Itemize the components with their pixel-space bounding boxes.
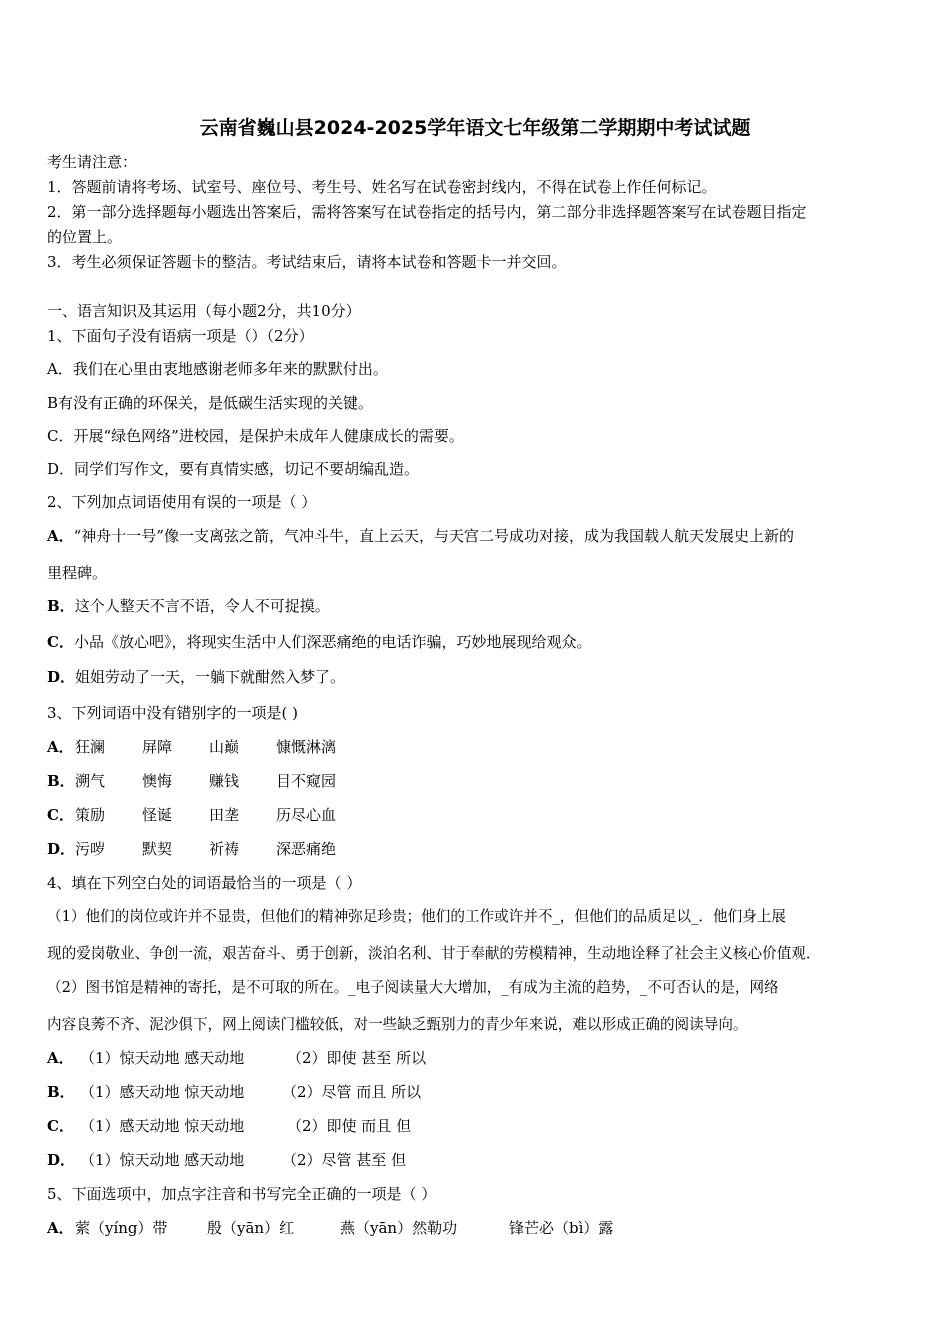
- word: 赚钱: [209, 772, 240, 790]
- option-label: D．: [47, 668, 76, 686]
- option-label: A．: [47, 527, 74, 545]
- question-3-stem: 3、下列词语中没有错别字的一项是( ): [47, 704, 299, 722]
- word: 祈祷: [209, 840, 240, 858]
- word: 默契: [142, 840, 173, 858]
- question-2-option-d: [47, 667, 345, 687]
- question-4-passage-1-cont: 现的爱岗敬业、争创一流，艰苦奋斗、勇于创新，淡泊名利、甘于奉献的劳模精神，生动地诠释了社会主义核心价值观．: [47, 945, 821, 962]
- question-4-passage-2: （2）图书馆是精神的寄托，是不可取的所在。_电子阅读量大大增加，_有成为主流的趋势，_不可否认的是，网络: [47, 979, 779, 996]
- question-2-option-a-cont: 里程碑。: [47, 564, 108, 582]
- option-text: 姐姐劳动了一天，一躺下就酣然入梦了。: [75, 668, 346, 686]
- option-label: B．: [47, 1083, 75, 1101]
- word: 历尽心血: [276, 806, 337, 824]
- question-4-passage-1: （1）他们的岗位或许并不显贵，但他们的精神弥足珍贵；他们的工作或许并不_，但他们的品质足以_．他们身上展: [47, 908, 786, 925]
- word: 燕（yān）然勒功: [340, 1219, 458, 1237]
- question-4-passage-2-cont: 内容良莠不齐、泥沙俱下，网上阅读门槛较低，对一些缺乏甄别力的青少年来说，难以形成正确的阅读导向。: [47, 1016, 748, 1033]
- notice-heading: 考生请注意：: [47, 153, 138, 171]
- option-label: B．: [47, 597, 75, 615]
- option-label: C．: [47, 633, 74, 651]
- option-part-1: （1）感天动地 惊天动地: [80, 1117, 245, 1135]
- question-1-option-b: B有没有正确的环保关，是低碳生活实现的关键。: [47, 394, 374, 412]
- word: 策励: [75, 806, 106, 824]
- question-2-option-a: [47, 526, 794, 546]
- question-4-option-a: [47, 1048, 427, 1068]
- question-1-option-a: A．我们在心里由衷地感谢老师多年来的默默付出。: [47, 360, 388, 378]
- question-4-option-b: [47, 1082, 422, 1102]
- option-part-2: （2）尽管 而且 所以: [282, 1083, 422, 1101]
- option-part-2: （2）即使 甚至 所以: [287, 1049, 427, 1067]
- question-5-option-a: [47, 1218, 614, 1238]
- question-2-option-c: [47, 632, 591, 652]
- question-1-stem: 1、下面句子没有语病一项是（）（2分）: [47, 327, 314, 345]
- question-1-option-d: D．同学们写作文，要有真情实感，切记不要胡编乱造。: [47, 460, 420, 478]
- section-heading: 一、语言知识及其运用（每小题2分，共10分）: [47, 302, 361, 320]
- notice-item: 2．第一部分选择题每小题选出答案后，需将答案写在试卷指定的括号内，第二部分非选择题答案写在试卷题目指定: [47, 203, 807, 221]
- option-part-1: （1）感天动地 惊天动地: [80, 1083, 245, 1101]
- word: 狂澜: [75, 738, 106, 756]
- option-label: D．: [47, 1151, 76, 1169]
- option-part-2: （2）即使 而且 但: [287, 1117, 412, 1135]
- question-1-option-c: C．开展“绿色网络”进校园，是保护未成年人健康成长的需要。: [47, 427, 464, 445]
- option-label: D．: [47, 840, 76, 858]
- question-4-option-c: [47, 1116, 412, 1136]
- notice-item: 3．考生必须保证答题卡的整洁。考试结束后，请将本试卷和答题卡一并交回。: [47, 253, 567, 271]
- option-text: “神舟十一号”像一支离弦之箭，气冲斗牛，直上云天，与天宫二号成功对接，成为我国载人航天发展史上新的: [73, 527, 794, 545]
- word: 山巅: [209, 738, 240, 756]
- word: 目不窥园: [276, 772, 337, 790]
- word: 殷（yān）红: [207, 1219, 295, 1237]
- notice-item: 1．答题前请将考场、试室号、座位号、考生号、姓名写在试卷密封线内，不得在试卷上作任何标记。: [47, 178, 717, 196]
- option-label: C．: [47, 1117, 74, 1135]
- option-label: A．: [47, 1049, 74, 1067]
- question-3-option-a: [47, 737, 337, 757]
- question-4-option-d: [47, 1150, 407, 1170]
- option-label: B．: [47, 772, 75, 790]
- word: 田垄: [209, 806, 240, 824]
- option-text: 这个人整天不言不语，令人不可捉摸。: [74, 597, 330, 615]
- word: 萦（yíng）带: [75, 1219, 168, 1237]
- option-label: A．: [47, 738, 74, 756]
- word: 屏障: [142, 738, 173, 756]
- page-title: 云南省巍山县2024-2025学年语文七年级第二学期期中考试试题: [199, 117, 751, 139]
- option-label: A．: [47, 1219, 74, 1237]
- question-2-stem: 2、下列加点词语使用有误的一项是（ ）: [47, 493, 317, 511]
- word: 慷慨淋漓: [276, 738, 337, 756]
- question-4-stem: 4、填在下列空白处的词语最恰当的一项是（ ）: [47, 874, 362, 892]
- option-text: 小品《放心吧》，将现实生活中人们深恶痛绝的电话诈骗，巧妙地展现给观众。: [73, 633, 592, 651]
- word: 懊悔: [142, 772, 173, 790]
- word: 溯气: [75, 772, 106, 790]
- question-3-option-b: [47, 771, 337, 791]
- option-part-1: （1）惊天动地 感天动地: [80, 1049, 245, 1067]
- notice-item: 的位置上。: [47, 228, 123, 246]
- option-part-1: （1）惊天动地 感天动地: [80, 1151, 245, 1169]
- option-label: C．: [47, 806, 74, 824]
- word: 怪诞: [142, 806, 173, 824]
- question-3-option-c: [47, 805, 337, 825]
- question-5-stem: 5、下面选项中，加点字注音和书写完全正确的一项是（ ）: [47, 1185, 437, 1203]
- word: 锋芒必（bì）露: [509, 1219, 614, 1237]
- option-part-2: （2）尽管 甚至 但: [282, 1151, 407, 1169]
- word: 污哕: [75, 840, 106, 858]
- question-3-option-d: [47, 839, 337, 859]
- question-2-option-b: [47, 596, 330, 616]
- word: 深恶痛绝: [276, 840, 337, 858]
